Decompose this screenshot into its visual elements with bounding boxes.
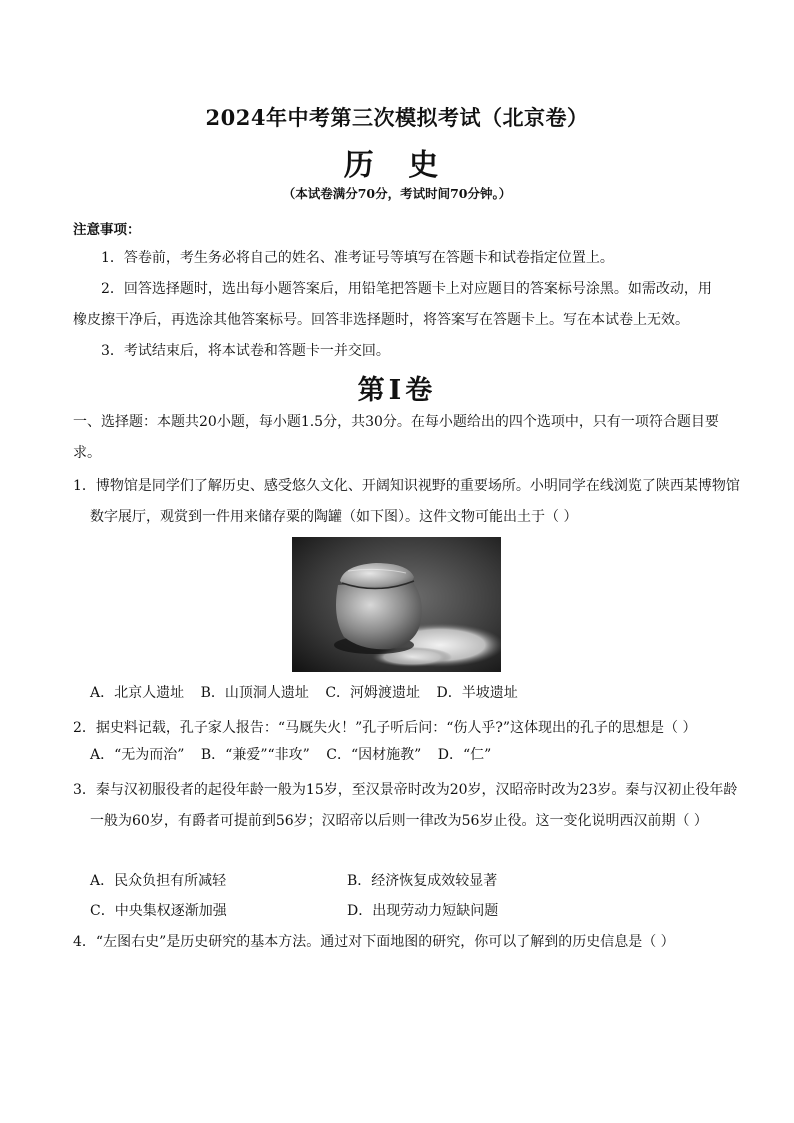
- question-2-stem: 2．据史料记载，孔子家人报告：“马厩失火！”孔子听后问：“伤人乎?”这体现出的孔子的思想是（ ）: [73, 720, 697, 736]
- option-b[interactable]: B．“兼爱”“非攻”: [200, 747, 310, 763]
- question-2-options: [90, 745, 730, 765]
- option-b[interactable]: B．山顶洞人遗址: [200, 685, 309, 701]
- question-1-options: [90, 683, 730, 703]
- score-note: （本试卷满分70分，考试时间70分钟。）: [282, 186, 512, 201]
- option-d[interactable]: D．出现劳动力短缺问题: [347, 903, 499, 919]
- notice-item-3: 3．考试结束后，将本试卷和答题卡一并交回。: [101, 343, 390, 359]
- option-c[interactable]: C．“因材施教”: [326, 747, 422, 763]
- option-a[interactable]: A．民众负担有所减轻: [90, 873, 227, 889]
- question-4-stem: 4．“左图右史”是历史研究的基本方法。通过对下面地图的研究，你可以了解到的历史信息是（ ）: [73, 934, 675, 950]
- question-3-stem: 3．秦与汉初服役者的起役年龄一般为15岁，至汉景帝时改为20岁，汉昭帝时改为23岁。秦与汉初止役年龄一般为60岁，有爵者可提前到56岁；汉昭帝以后则一律改为56岁止役。这一变化说明西汉前期（ ）: [73, 782, 738, 829]
- notice-item-1: 1．答卷前，考生务必将自己的姓名、准考证号等填写在答题卡和试卷指定位置上。: [101, 250, 614, 266]
- notice-item-2: 2．回答选择题时，选出每小题答案后，用铅笔把答题卡上对应题目的答案标号涂黑。如需改动，用橡皮擦干净后，再选涂其他答案标号。回答非选择题时，将答案写在答题卡上。写在本试卷上无效。: [73, 281, 712, 328]
- option-b[interactable]: B．经济恢复成效较显著: [347, 873, 498, 889]
- exam-title: 2024年中考第三次模拟考试（北京卷）: [205, 105, 589, 130]
- subject-title: 历 史: [343, 148, 451, 183]
- option-d[interactable]: D．“仁”: [437, 747, 492, 763]
- option-a[interactable]: A．北京人遗址: [90, 685, 185, 701]
- section-intro: 一、选择题：本题共20小题，每小题1.5分，共30分。在每小题给出的四个选项中，只有一项符合题目要求。: [73, 414, 719, 461]
- option-c[interactable]: C．河姆渡遗址: [325, 685, 421, 701]
- option-c[interactable]: C．中央集权逐渐加强: [90, 903, 227, 919]
- option-d[interactable]: D．半坡遗址: [436, 685, 518, 701]
- notice-heading: 注意事项：: [73, 222, 141, 238]
- pottery-jar-photo: [292, 537, 501, 672]
- question-1-stem: 1．博物馆是同学们了解历史、感受悠久文化、开阔知识视野的重要场所。小明同学在线浏览了陕西某博物馆数字展厅，观赏到一件用来储存粟的陶罐（如下图）。这件文物可能出土于（ ）: [73, 478, 740, 525]
- option-a[interactable]: A．“无为而治”: [90, 747, 185, 763]
- part-title: 第Ⅰ卷: [357, 375, 437, 406]
